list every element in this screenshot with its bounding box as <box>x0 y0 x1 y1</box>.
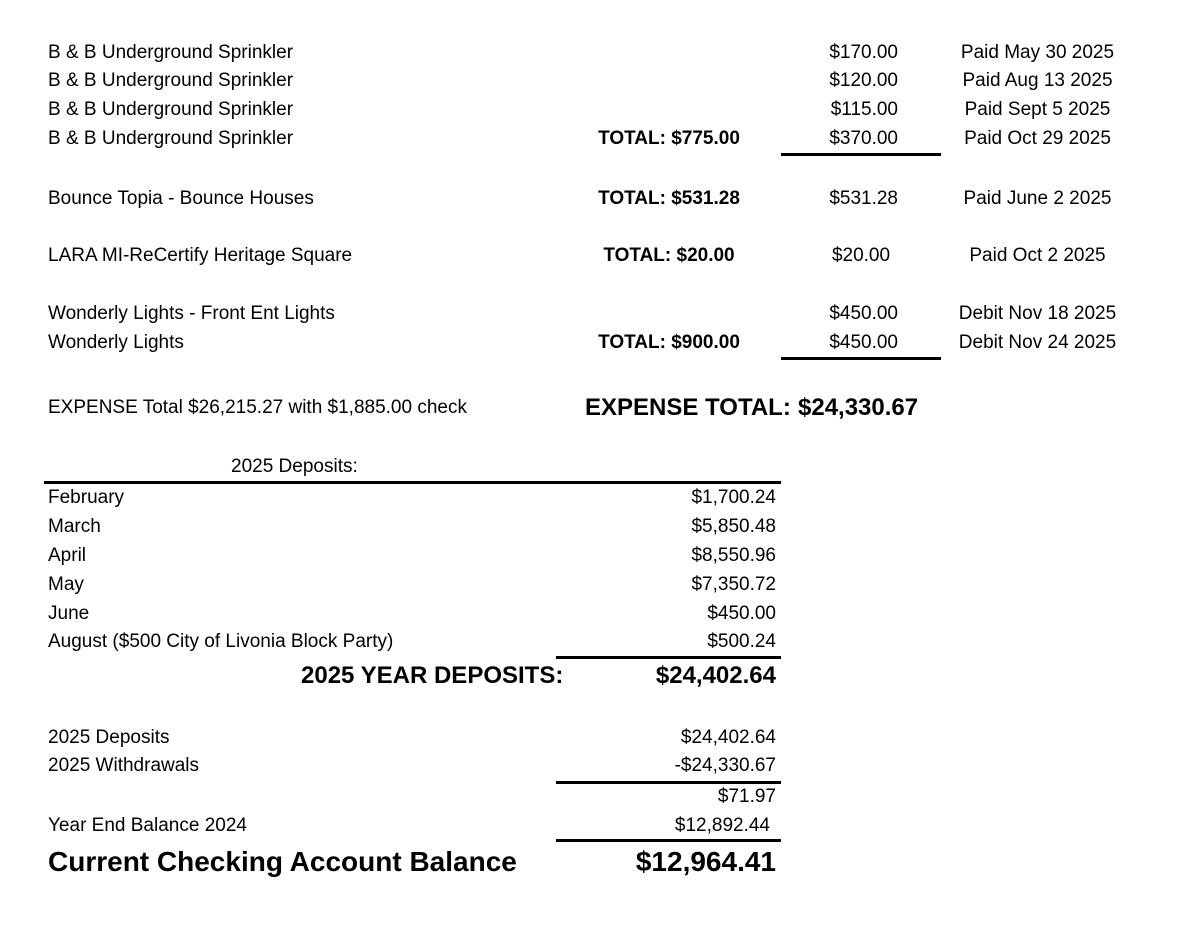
net-rule <box>556 781 781 784</box>
deposit-month: June <box>48 603 90 624</box>
expense-amount: $370.00 <box>829 128 898 149</box>
deposit-amount: $500.24 <box>707 631 776 652</box>
expense-status: Paid Oct 2 2025 <box>969 245 1106 266</box>
current-balance-label: Current Checking Account Balance <box>48 846 517 877</box>
expense-amount: $450.00 <box>829 332 898 353</box>
expense-vendor: Bounce Topia - Bounce Houses <box>48 188 314 209</box>
summary-deposits-value: $24,402.64 <box>680 727 776 748</box>
expense-status: Paid Oct 29 2025 <box>964 128 1111 149</box>
underline-rule <box>781 153 941 156</box>
prior-balance-value: $12,892.44 <box>674 815 770 836</box>
expense-status: Paid Sept 5 2025 <box>964 99 1111 120</box>
deposit-month: March <box>48 516 101 537</box>
expense-group-total: TOTAL: $900.00 <box>598 332 740 353</box>
expense-group-total: TOTAL: $775.00 <box>598 128 740 149</box>
expense-vendor: B & B Underground Sprinkler <box>48 99 294 120</box>
expense-status: Paid Aug 13 2025 <box>962 70 1113 91</box>
deposit-amount: $5,850.48 <box>691 516 776 537</box>
expense-vendor: LARA MI-ReCertify Heritage Square <box>48 245 353 266</box>
underline-rule <box>781 357 941 360</box>
expense-status: Paid May 30 2025 <box>960 42 1115 63</box>
expense-group-total: TOTAL: $531.28 <box>598 188 740 209</box>
deposit-month: April <box>48 545 87 566</box>
summary-withdrawals-label: 2025 Withdrawals <box>48 755 200 776</box>
expense-status: Debit Nov 24 2025 <box>958 332 1117 353</box>
prior-balance-label: Year End Balance 2024 <box>48 815 247 836</box>
deposit-amount: $8,550.96 <box>691 545 776 566</box>
expense-vendor: Wonderly Lights - Front Ent Lights <box>48 303 335 324</box>
expense-vendor: B & B Underground Sprinkler <box>48 70 294 91</box>
expense-note: EXPENSE Total $26,215.27 with $1,885.00 check <box>48 397 467 418</box>
expense-amount: $115.00 <box>830 99 898 120</box>
deposit-amount: $1,700.24 <box>691 487 776 508</box>
current-balance-value: $12,964.41 <box>635 846 776 877</box>
expense-vendor: Wonderly Lights <box>48 332 184 353</box>
expense-status: Debit Nov 18 2025 <box>958 303 1117 324</box>
deposits-header: 2025 Deposits: <box>231 456 358 477</box>
deposits-total-rule <box>556 656 781 659</box>
balance-rule <box>556 839 781 842</box>
year-deposits-value: $24,402.64 <box>655 662 776 689</box>
expense-group-total: TOTAL: $20.00 <box>603 245 735 266</box>
deposit-month: May <box>48 574 84 595</box>
expense-status: Paid June 2 2025 <box>963 188 1112 209</box>
expense-amount: $20.00 <box>831 245 891 266</box>
expense-vendor: B & B Underground Sprinkler <box>48 128 294 149</box>
deposit-month: February <box>48 487 125 508</box>
expense-total-value: $24,330.67 <box>798 394 919 421</box>
summary-deposits-label: 2025 Deposits <box>48 727 170 748</box>
expense-total-label: EXPENSE TOTAL: <box>585 394 791 421</box>
year-deposits-label: 2025 YEAR DEPOSITS: <box>301 662 564 689</box>
expense-amount: $170.00 <box>829 42 898 63</box>
expense-vendor: B & B Underground Sprinkler <box>48 42 294 63</box>
expense-amount: $450.00 <box>829 303 898 324</box>
deposit-amount: $7,350.72 <box>691 574 776 595</box>
deposits-header-rule <box>44 481 781 484</box>
deposit-month: August ($500 City of Livonia Block Party) <box>48 631 394 652</box>
deposit-amount: $450.00 <box>707 603 776 624</box>
expense-amount: $120.00 <box>829 70 898 91</box>
summary-withdrawals-value: -$24,330.67 <box>674 755 776 776</box>
expense-amount: $531.28 <box>829 188 898 209</box>
summary-net-value: $71.97 <box>717 786 776 807</box>
